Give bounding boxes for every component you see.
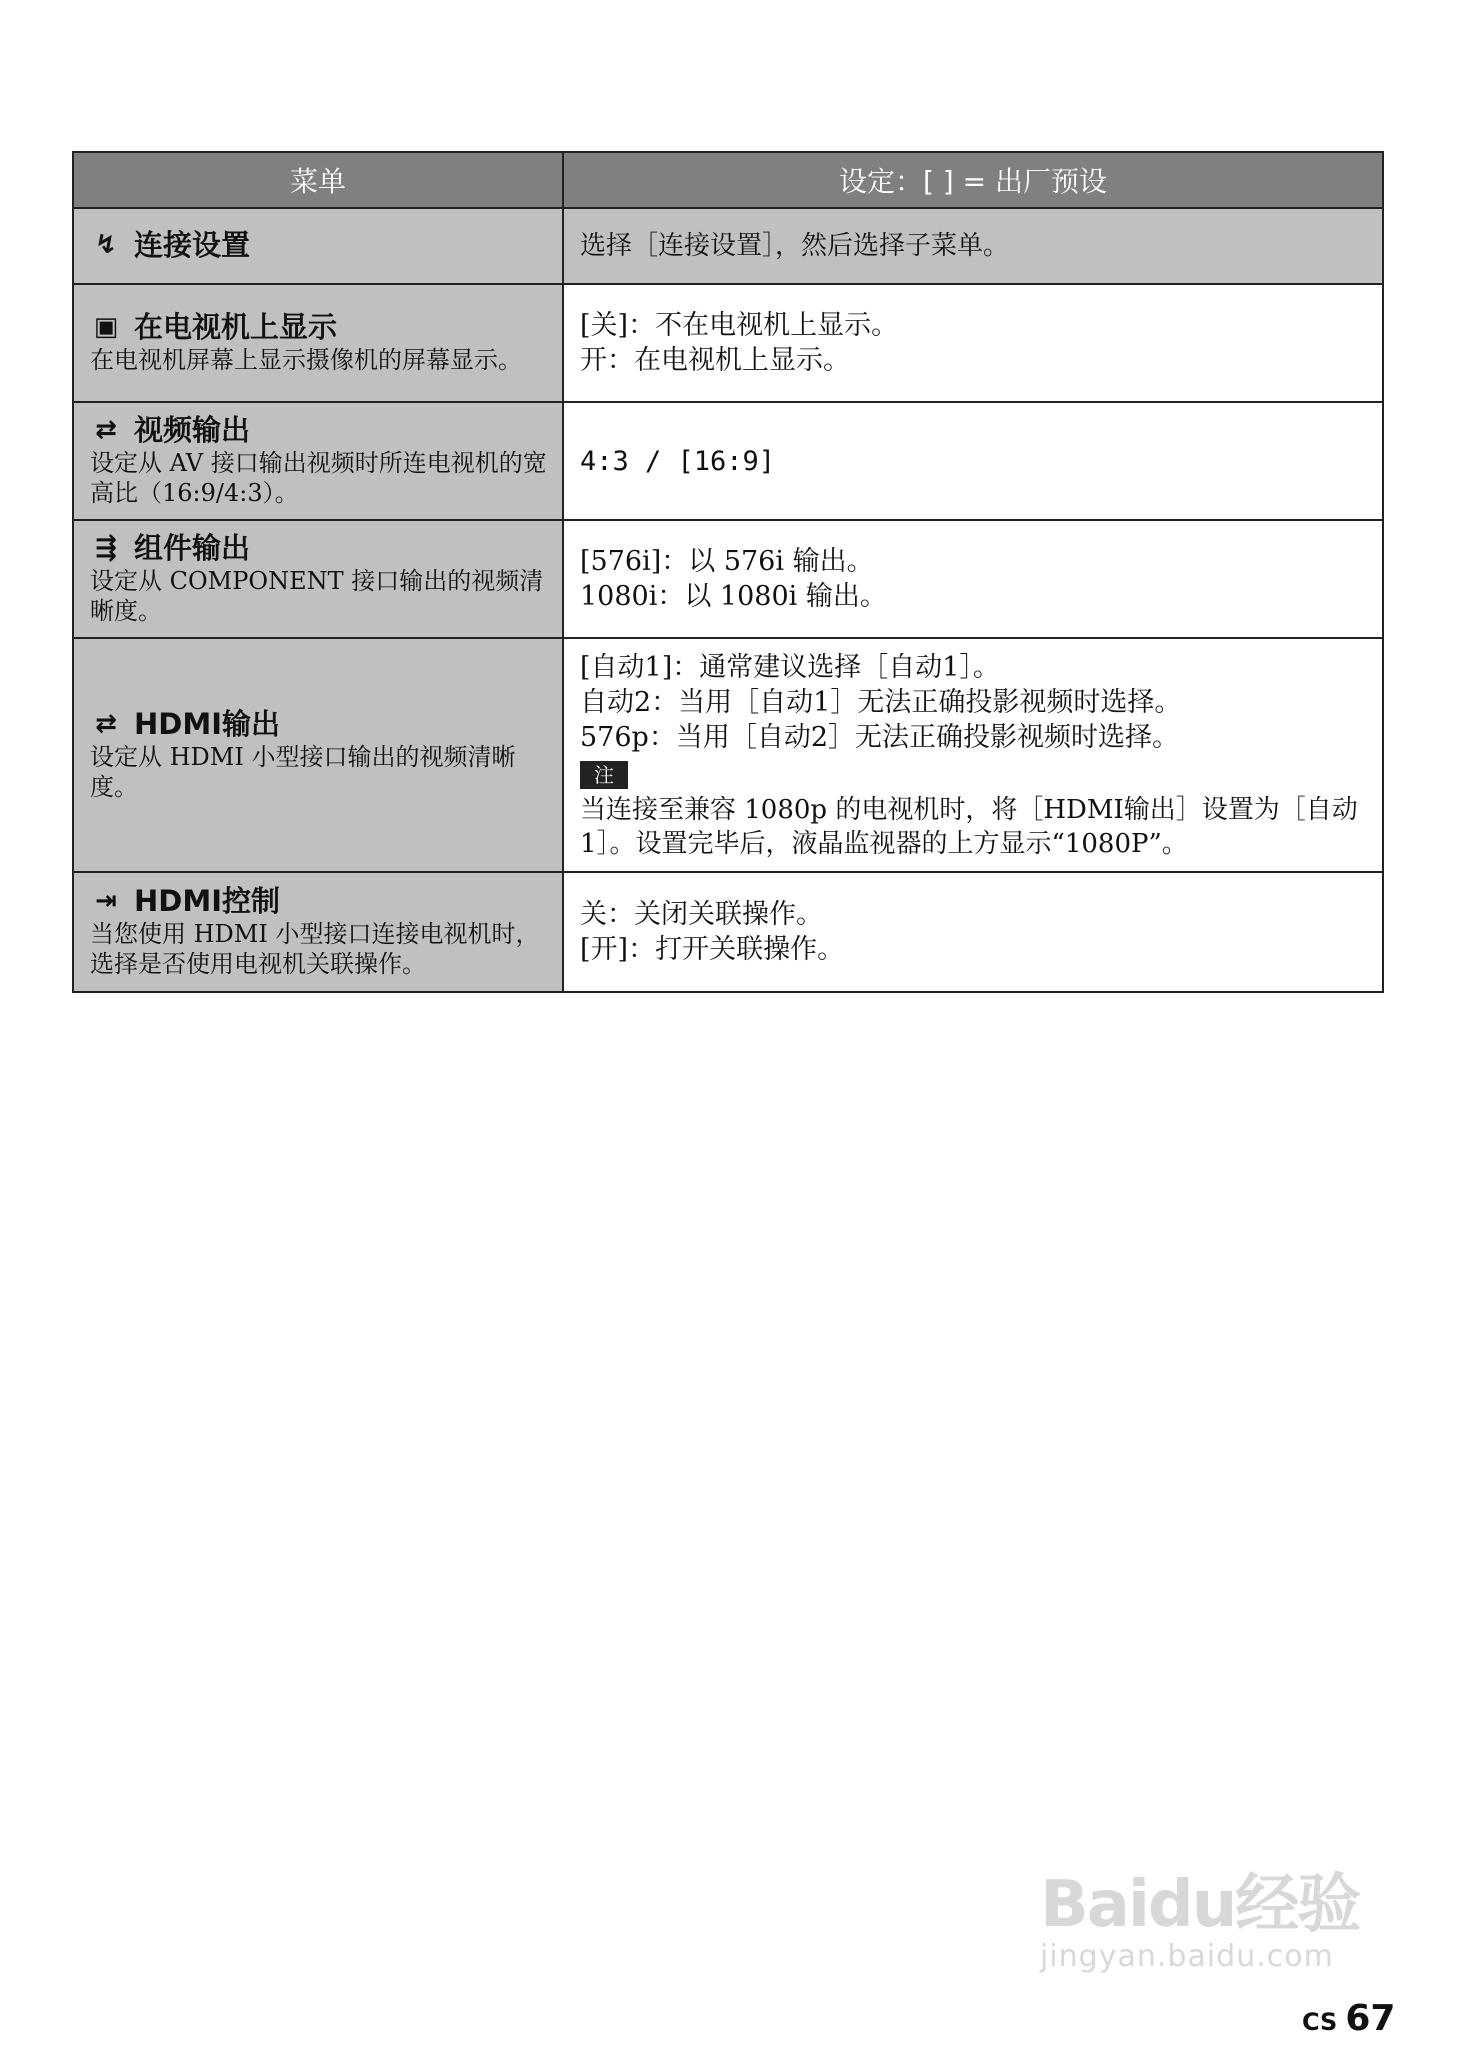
table-row (73, 520, 1383, 638)
setting-line: [自动1]：通常建议选择［自动1］。 (580, 651, 1000, 683)
menu-description: 设定从 AV 接口输出视频时所连电视机的宽高比（16:9/4:3）。 (90, 449, 547, 507)
menu-cell (73, 872, 563, 992)
setting-line: 576p：当用［自动2］无法正确投影视频时选择。 (580, 721, 1179, 753)
setting-line: [576i]：以 576i 输出。 (580, 546, 874, 577)
menu-title: 视频输出 (134, 413, 251, 447)
connection-settings-icon: ↯ (95, 230, 117, 260)
menu-description: 在电视机屏幕上显示摄像机的屏幕显示。 (90, 346, 522, 374)
page-number-value: 67 (1345, 1998, 1396, 2039)
hdmi-control-icon: ⇥ (95, 886, 117, 916)
setting-line: 选择［连接设置］，然后选择子菜单。 (580, 230, 1010, 261)
setting-cell (563, 872, 1383, 992)
table-row (73, 402, 1383, 520)
tv-display-icon: ▣ (93, 312, 119, 342)
table-header-row (73, 152, 1383, 208)
table-row (73, 638, 1383, 872)
setting-line: [关]：不在电视机上显示。 (580, 310, 899, 341)
setting-line: 自动2：当用［自动1］无法正确投影视频时选择。 (580, 686, 1182, 718)
menu-title: 组件输出 (134, 531, 251, 565)
table-row (73, 208, 1383, 284)
page-prefix: CS (1302, 2008, 1338, 2036)
menu-cell (73, 520, 563, 638)
menu-title: 在电视机上显示 (134, 310, 338, 344)
menu-cell (73, 402, 563, 520)
setting-line: 关：关闭关联操作。 (580, 899, 823, 930)
note-text: 当连接至兼容 1080p 的电视机时，将［HDMI输出］设置为［自动1］。设置完毕后，液晶监视器的上方显示“1080P”。 (580, 794, 1358, 859)
watermark-url: jingyan.baidu.com (1040, 1939, 1334, 1974)
hdmi-output-icon: ⇄ (95, 709, 117, 739)
setting-line: 1080i：以 1080i 输出。 (580, 581, 887, 612)
table-row (73, 284, 1383, 402)
setting-line: [开]：打开关联操作。 (580, 934, 845, 965)
menu-description: 设定从 HDMI 小型接口输出的视频清晰度。 (90, 743, 516, 801)
menu-title: HDMI输出 (134, 707, 280, 741)
header-menu: 菜单 (73, 152, 563, 208)
table-row (73, 872, 1383, 992)
menu-description: 设定从 COMPONENT 接口输出的视频清晰度。 (90, 567, 544, 625)
header-setting: 设定：[ ] = 出厂预设 (563, 152, 1383, 208)
menu-cell (73, 284, 563, 402)
menu-cell (73, 638, 563, 872)
watermark-logo: Baidu经验 (1040, 1868, 1360, 1942)
baidu-watermark (1040, 1870, 1380, 1980)
menu-description: 当您使用 HDMI 小型接口连接电视机时，选择是否使用电视机关联操作。 (90, 920, 540, 978)
setting-cell (563, 638, 1383, 872)
video-output-icon: ⇄ (95, 415, 117, 445)
setting-line: 4:3 / [16:9] (580, 445, 776, 477)
page-number (1302, 1998, 1395, 2039)
menu-title: 连接设置 (134, 228, 251, 262)
setting-line: 开：在电视机上显示。 (580, 345, 850, 376)
setting-cell (563, 402, 1383, 520)
setting-cell (563, 284, 1383, 402)
setting-cell (563, 208, 1383, 284)
menu-title: HDMI控制 (134, 884, 280, 918)
menu-cell (73, 208, 563, 284)
menu-settings-table (72, 151, 1384, 993)
setting-cell (563, 520, 1383, 638)
note-badge: 注 (580, 761, 628, 789)
component-output-icon: ⇶ (95, 533, 117, 563)
